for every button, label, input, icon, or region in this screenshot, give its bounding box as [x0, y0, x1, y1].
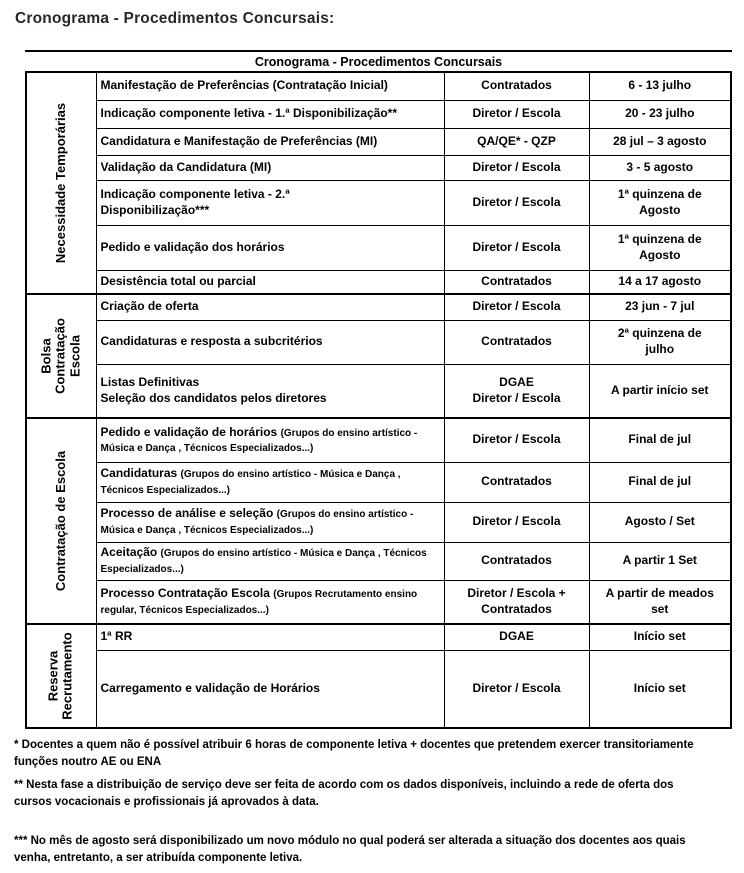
schedule-table-wrap	[25, 50, 732, 729]
activity-cell: Listas Definitivas Seleção dos candidatos pelos diretores	[96, 364, 444, 418]
activity-cell: Indicação componente letiva - 1.ª Disponibilização**	[96, 100, 444, 128]
activity-cell: Processo de análise e seleção (Grupos do ensino artístico - Música e Dança , Técnicos Especializados...)	[96, 502, 444, 542]
schedule-table	[25, 71, 732, 729]
responsible-cell: Contratados	[444, 270, 589, 294]
activity-cell: Validação da Candidatura (MI)	[96, 155, 444, 180]
section-label: Necessidade Temporárias	[53, 102, 69, 264]
responsible-cell: Diretor / Escola	[444, 155, 589, 180]
section-label-cell	[26, 294, 96, 418]
table-row	[26, 180, 731, 225]
table-row	[26, 320, 731, 364]
activity-cell: Candidatura e Manifestação de Preferências (MI)	[96, 128, 444, 155]
responsible-cell: Diretor / Escola	[444, 650, 589, 728]
date-cell: Agosto / Set	[589, 502, 731, 542]
date-cell: 28 jul – 3 agosto	[589, 128, 731, 155]
date-cell: 6 - 13 julho	[589, 72, 731, 100]
section-reserva-recrutamento	[26, 624, 731, 728]
footnote-2: ** Nesta fase a distribuição de serviço deve ser feita de acordo com os dados disponíveis, incluindo a rede de oferta dos cursos vocacionais e profissionais já aprovados à data.	[14, 778, 674, 808]
section-label: Reserva Recrutamento	[45, 632, 76, 720]
responsible-cell: Diretor / Escola	[444, 502, 589, 542]
date-cell: A partir de meados set	[589, 580, 731, 624]
activity-cell: Carregamento e validação de Horários	[96, 650, 444, 728]
date-cell: 2ª quinzena de julho	[589, 320, 731, 364]
date-cell: 20 - 23 julho	[589, 100, 731, 128]
table-row	[26, 542, 731, 580]
activity-cell: Aceitação (Grupos do ensino artístico - Música e Dança , Técnicos Especializados...)	[96, 542, 444, 580]
responsible-cell: Contratados	[444, 72, 589, 100]
date-cell: Início set	[589, 624, 731, 650]
section-contratacao-de-escola	[26, 418, 731, 624]
date-cell: 14 a 17 agosto	[589, 270, 731, 294]
date-cell: 23 jun - 7 jul	[589, 294, 731, 320]
date-cell: Início set	[589, 650, 731, 728]
responsible-cell: Diretor / Escola	[444, 100, 589, 128]
responsible-cell: Diretor / Escola	[444, 225, 589, 270]
table-row	[26, 128, 731, 155]
activity-cell: Desistência total ou parcial	[96, 270, 444, 294]
table-row	[26, 225, 731, 270]
date-cell: Final de jul	[589, 462, 731, 502]
activity-cell: Pedido e validação de horários (Grupos do ensino artístico - Música e Dança , Técnicos Especializados...)	[96, 418, 444, 462]
section-label-cell	[26, 72, 96, 294]
date-cell: Final de jul	[589, 418, 731, 462]
responsible-cell: Diretor / Escola + Contratados	[444, 580, 589, 624]
activity-cell: Candidaturas (Grupos do ensino artístico - Música e Dança , Técnicos Especializados...)	[96, 462, 444, 502]
responsible-cell: Diretor / Escola	[444, 294, 589, 320]
table-title: Cronograma - Procedimentos Concursais	[25, 50, 732, 71]
date-cell: A partir 1 Set	[589, 542, 731, 580]
activity-cell: Pedido e validação dos horários	[96, 225, 444, 270]
responsible-cell: DGAE	[444, 624, 589, 650]
date-cell: 1ª quinzena de Agosto	[589, 225, 731, 270]
table-row	[26, 650, 731, 728]
section-necessidade-temporarias	[26, 72, 731, 294]
responsible-cell: Diretor / Escola	[444, 418, 589, 462]
table-row	[26, 270, 731, 294]
table-row	[26, 418, 731, 462]
table-row	[26, 72, 731, 100]
activity-cell: Candidaturas e resposta a subcritérios	[96, 320, 444, 364]
responsible-cell: QA/QE* - QZP	[444, 128, 589, 155]
responsible-cell: Contratados	[444, 542, 589, 580]
date-cell: A partir início set	[589, 364, 731, 418]
section-bolsa-contratacao-escola	[26, 294, 731, 418]
table-row	[26, 155, 731, 180]
activity-cell: Criação de oferta	[96, 294, 444, 320]
table-row	[26, 462, 731, 502]
responsible-cell: DGAE Diretor / Escola	[444, 364, 589, 418]
section-label: Bolsa Contratação Escola	[38, 318, 83, 394]
footnote-3: *** No mês de agosto será disponibilizado um novo módulo no qual poderá ser alterada a situação dos docentes aos quais venha, entretanto, a ser atribuída componente letiva.	[14, 835, 686, 865]
table-row	[26, 294, 731, 320]
activity-cell: Indicação componente letiva - 2.ª Disponibilização***	[96, 180, 444, 225]
table-row	[26, 502, 731, 542]
table-row	[26, 580, 731, 624]
section-label: Contratação de Escola	[53, 450, 69, 592]
section-label-cell	[26, 624, 96, 728]
date-cell: 1ª quinzena de Agosto	[589, 180, 731, 225]
activity-cell: 1ª RR	[96, 624, 444, 650]
section-label-cell	[26, 418, 96, 624]
page-title: Cronograma - Procedimentos Concursais:	[15, 10, 335, 27]
table-row	[26, 364, 731, 418]
table-row	[26, 100, 731, 128]
activity-cell: Manifestação de Preferências (Contratação Inicial)	[96, 72, 444, 100]
responsible-cell: Contratados	[444, 462, 589, 502]
table-row	[26, 624, 731, 650]
date-cell: 3 - 5 agosto	[589, 155, 731, 180]
footnote-1: * Docentes a quem não é possível atribuir 6 horas de componente letiva + docentes que pretendem exercer transitoriamente funções noutro AE ou ENA	[14, 739, 694, 769]
responsible-cell: Diretor / Escola	[444, 180, 589, 225]
footnotes	[14, 737, 714, 868]
responsible-cell: Contratados	[444, 320, 589, 364]
activity-cell: Processo Contratação Escola (Grupos Recrutamento ensino regular, Técnicos Especializados...)	[96, 580, 444, 624]
